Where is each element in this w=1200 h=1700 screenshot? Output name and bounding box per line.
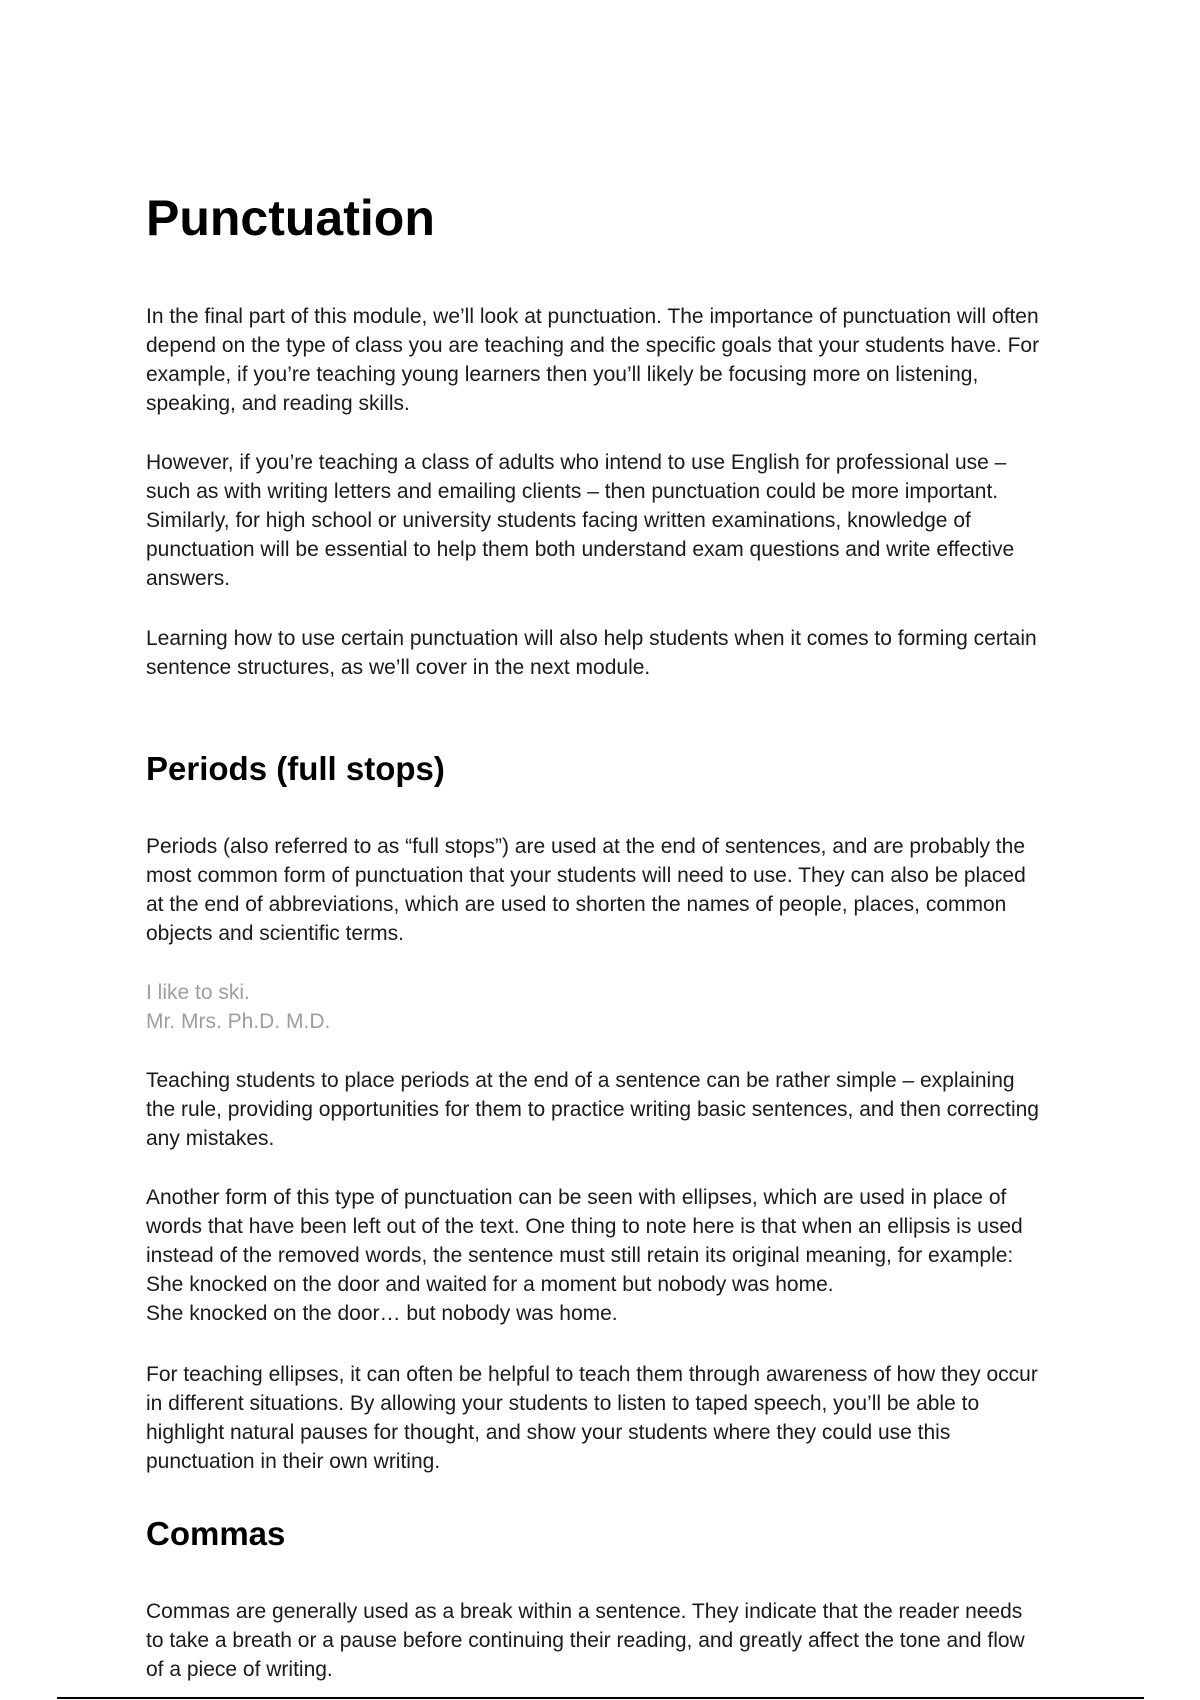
text-line: words that have been left out of the text. One thing to note here is that when an ellipsis is used (146, 1215, 1023, 1238)
section-heading-periods: Periods (full stops) (146, 750, 445, 787)
periods-paragraph-3 (146, 1183, 1096, 1328)
text-line: at the end of abbreviations, which are used to shorten the names of people, places, common (146, 893, 1007, 916)
text-line: to take a breath or a pause before continuing their reading, and greatly affect the tone and flow (146, 1629, 1025, 1652)
text-line: objects and scientific terms. (146, 922, 404, 945)
text-line: highlight natural pauses for thought, and show your students where they could use this (146, 1421, 951, 1444)
text-line: most common form of punctuation that your students will need to use. They can also be placed (146, 864, 1026, 887)
text-line: However, if you’re teaching a class of adults who intend to use English for professional use – (146, 451, 1007, 474)
periods-paragraph-1 (146, 832, 1096, 948)
section-heading-commas: Commas (146, 1515, 286, 1552)
text-line: Teaching students to place periods at the end of a sentence can be rather simple – explaining (146, 1069, 1015, 1092)
text-line: Similarly, for high school or university students facing written examinations, knowledge of (146, 509, 971, 532)
text-line: answers. (146, 567, 231, 590)
commas-paragraph-1 (146, 1597, 1096, 1684)
intro-paragraph-1 (146, 302, 1096, 418)
text-line: Periods (also referred to as “full stops”) are used at the end of sentences, and are probably the (146, 835, 1025, 858)
text-line: punctuation will be essential to help them both understand exam questions and write effective (146, 538, 1015, 561)
text-line: She knocked on the door and waited for a moment but nobody was home. (146, 1273, 834, 1296)
periods-examples (146, 978, 1096, 1036)
text-line: depend on the type of class you are teaching and the specific goals that your students have. For (146, 334, 1040, 357)
text-line: speaking, and reading skills. (146, 392, 410, 415)
text-line: example, if you’re teaching young learners then you’ll likely be focusing more on listening, (146, 363, 979, 386)
periods-paragraph-4 (146, 1360, 1096, 1476)
text-line: Another form of this type of punctuation can be seen with ellipses, which are used in place of (146, 1186, 1007, 1209)
text-line: Learning how to use certain punctuation will also help students when it comes to forming certain (146, 627, 1037, 650)
example-line: I like to ski. (146, 981, 250, 1004)
text-line: She knocked on the door… but nobody was home. (146, 1302, 618, 1325)
intro-paragraph-3 (146, 624, 1096, 682)
text-line: For teaching ellipses, it can often be helpful to teach them through awareness of how they occur (146, 1363, 1038, 1386)
page-bottom-divider (57, 1697, 1144, 1699)
text-line: of a piece of writing. (146, 1658, 333, 1681)
example-line: Mr. Mrs. Ph.D. M.D. (146, 1010, 331, 1033)
text-line: In the final part of this module, we’ll look at punctuation. The importance of punctuation will often (146, 305, 1039, 328)
text-line: punctuation in their own writing. (146, 1450, 441, 1473)
text-line: sentence structures, as we’ll cover in the next module. (146, 656, 651, 679)
text-line: in different situations. By allowing your students to listen to taped speech, you’ll be able to (146, 1392, 980, 1415)
text-line: such as with writing letters and emailing clients – then punctuation could be more important. (146, 480, 999, 503)
intro-paragraph-2 (146, 448, 1096, 593)
text-line: the rule, providing opportunities for them to practice writing basic sentences, and then correcting (146, 1098, 1039, 1121)
text-line: Commas are generally used as a break within a sentence. They indicate that the reader needs (146, 1600, 1023, 1623)
text-line: instead of the removed words, the sentence must still retain its original meaning, for example: (146, 1244, 1014, 1267)
periods-paragraph-2 (146, 1066, 1096, 1153)
page-title: Punctuation (146, 190, 435, 246)
text-line: any mistakes. (146, 1127, 275, 1150)
